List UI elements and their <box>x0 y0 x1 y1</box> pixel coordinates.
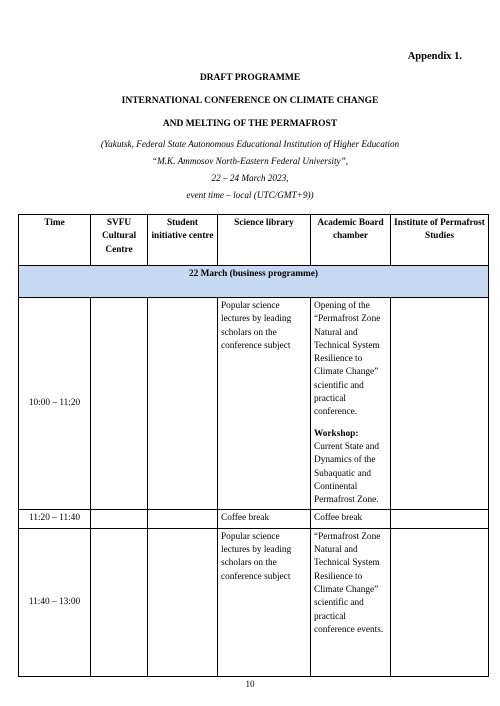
table-row <box>19 528 489 676</box>
page-number: 10 <box>245 679 255 689</box>
table-row <box>19 298 489 510</box>
academic-board-cell: “Permafrost Zone Natural and Technical System Resilience to Climate Change” scientific and practical conference events. <box>311 528 391 676</box>
subtitle-line-4: event time – local (UTC/GMT+9)) <box>186 190 314 200</box>
day-row <box>19 266 489 298</box>
column-header-student-centre: Student initiative centre <box>148 215 218 266</box>
empty-cell <box>391 298 489 510</box>
empty-cell <box>148 510 218 528</box>
title-line-1: DRAFT PROGRAMME <box>199 73 301 83</box>
academic-board-cell: Coffee break <box>311 510 391 528</box>
column-header-academic-board: Academic Board chamber <box>311 215 391 266</box>
subtitle-line-2: “M.K. Ammosov North-Eastern Federal University”, <box>151 156 349 166</box>
subtitle-line-1: (Yakutsk, Federal State Autonomous Educational Institution of Higher Education <box>100 139 400 149</box>
column-header-cultural-centre: SVFU Cultural Centre <box>91 215 148 266</box>
science-library-cell: Popular science lectures by leading scholars on the conference subject <box>218 528 311 676</box>
board-opening-text: Opening of the “Permafrost Zone Natural and Technical System Resilience to Climate Change” scientific and practical conference. <box>314 301 381 418</box>
empty-cell <box>148 528 218 676</box>
time-cell: 11:20 – 11:40 <box>19 510 91 528</box>
workshop-label: Workshop: <box>314 428 359 439</box>
empty-cell <box>91 298 148 510</box>
time-cell: 11:40 – 13:00 <box>19 528 91 676</box>
empty-cell <box>391 510 489 528</box>
time-cell: 10:00 – 11:20 <box>19 298 91 510</box>
academic-board-cell <box>311 298 391 510</box>
table-header-row <box>19 215 489 266</box>
empty-cell <box>91 528 148 676</box>
empty-cell <box>391 528 489 676</box>
board-workshop <box>314 428 387 508</box>
title-line-3: AND MELTING OF THE PERMAFROST <box>162 119 338 129</box>
science-library-cell: Coffee break <box>218 510 311 528</box>
empty-cell <box>148 298 218 510</box>
table-row <box>19 510 489 528</box>
column-header-permafrost-institute: Institute of Permafrost Studies <box>391 215 489 266</box>
workshop-text: Current State and Dynamics of the Subaquatic and Continental Permafrost Zone. <box>314 441 380 506</box>
appendix-label: Appendix 1. <box>407 51 462 62</box>
day-label: 22 March (business programme) <box>19 266 489 298</box>
column-header-science-library: Science library <box>218 215 311 266</box>
empty-cell <box>91 510 148 528</box>
title-line-2: INTERNATIONAL CONFERENCE ON CLIMATE CHANGE <box>121 96 379 106</box>
science-library-cell: Popular science lectures by leading scholars on the conference subject <box>218 298 311 510</box>
subtitle-line-3: 22 – 24 March 2023, <box>211 173 289 183</box>
column-header-time: Time <box>19 215 91 266</box>
programme-table <box>18 214 489 677</box>
